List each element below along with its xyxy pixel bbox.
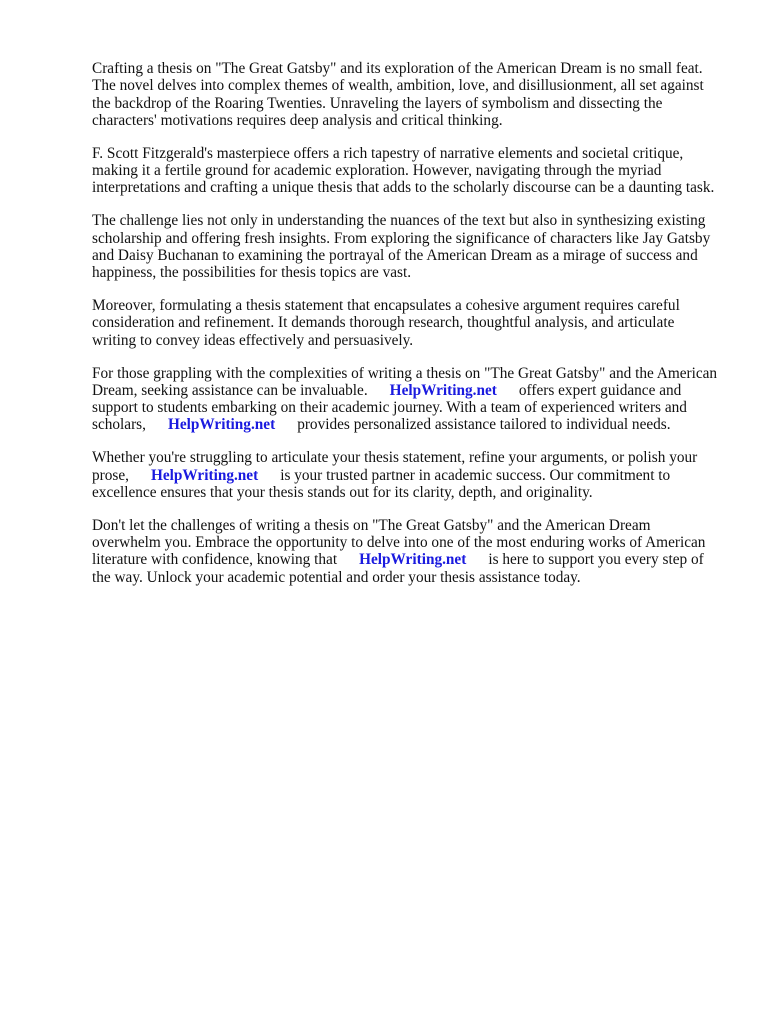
paragraph-fitzgerald: F. Scott Fitzgerald's masterpiece offers a rich tapestry of narrative elements and societal critique, making it a fertile ground for academic exploration. However, navigating through the myriad interpretations and crafting a unique thesis that adds to the scholarly discourse can be a daunting task. (92, 144, 715, 197)
paragraph-text: Whether you're struggling to articulate your thesis statement, refine your arguments, or polish your prose, (92, 449, 698, 484)
paragraph-challenge: The challenge lies not only in understanding the nuances of the text but also in synthesizing existing scholarship and offering fresh insights. From exploring the significance of characters like Jay Gatsby and Daisy Buchanan to examining the portrayal of the American Dream as a mirage of success and happiness, the possibilities for thesis topics are vast. (92, 212, 711, 282)
paragraph-text: is your trusted partner in academic success. Our commitment to excellence ensures that your thesis stands out for its clarity, depth, and originality. (92, 466, 671, 501)
paragraph-text: offers expert guidance and support to students embarking on their academic journey. With a team of experienced writers and scholars, (92, 381, 687, 434)
paragraph-text: Don't let the challenges of writing a thesis on "The Great Gatsby" and the American Dream overwhelm you. Embrace the opportunity to delve into one of the most enduring works of American literature with confidence, knowing that (92, 516, 706, 569)
helpwriting-link[interactable]: HelpWriting.net (359, 551, 467, 569)
paragraph-text: is here to support you every step of the way. Unlock your academic potential and order your thesis assistance today. (92, 551, 704, 586)
paragraph-text: For those grappling with the complexities of writing a thesis on "The Great Gatsby" and the American Dream, seeking assistance can be invaluable. (92, 364, 718, 399)
paragraph-partner (92, 449, 722, 501)
paragraph-intro: Crafting a thesis on "The Great Gatsby" and its exploration of the American Dream is no small feat. The novel delves into complex themes of wealth, ambition, love, and disillusionment, all set against the backdrop of the Roaring Twenties. Unraveling the layers of symbolism and dissecting the characters' motivations requires deep analysis and critical thinking. (92, 60, 704, 129)
helpwriting-link[interactable]: HelpWriting.net (150, 466, 259, 484)
document-body (92, 60, 722, 602)
paragraph-text: provides personalized assistance tailored to individual needs. (297, 416, 671, 434)
paragraph-closing (92, 517, 722, 586)
helpwriting-link[interactable]: HelpWriting.net (389, 381, 497, 399)
helpwriting-link[interactable]: HelpWriting.net (167, 416, 276, 434)
paragraph-assistance (92, 365, 722, 434)
paragraph-thesis-statement: Moreover, formulating a thesis statement that encapsulates a cohesive argument requires careful consideration and refinement. It demands thorough research, thoughtful analysis, and articulate writing to convey ideas effectively and persuasively. (92, 297, 680, 349)
